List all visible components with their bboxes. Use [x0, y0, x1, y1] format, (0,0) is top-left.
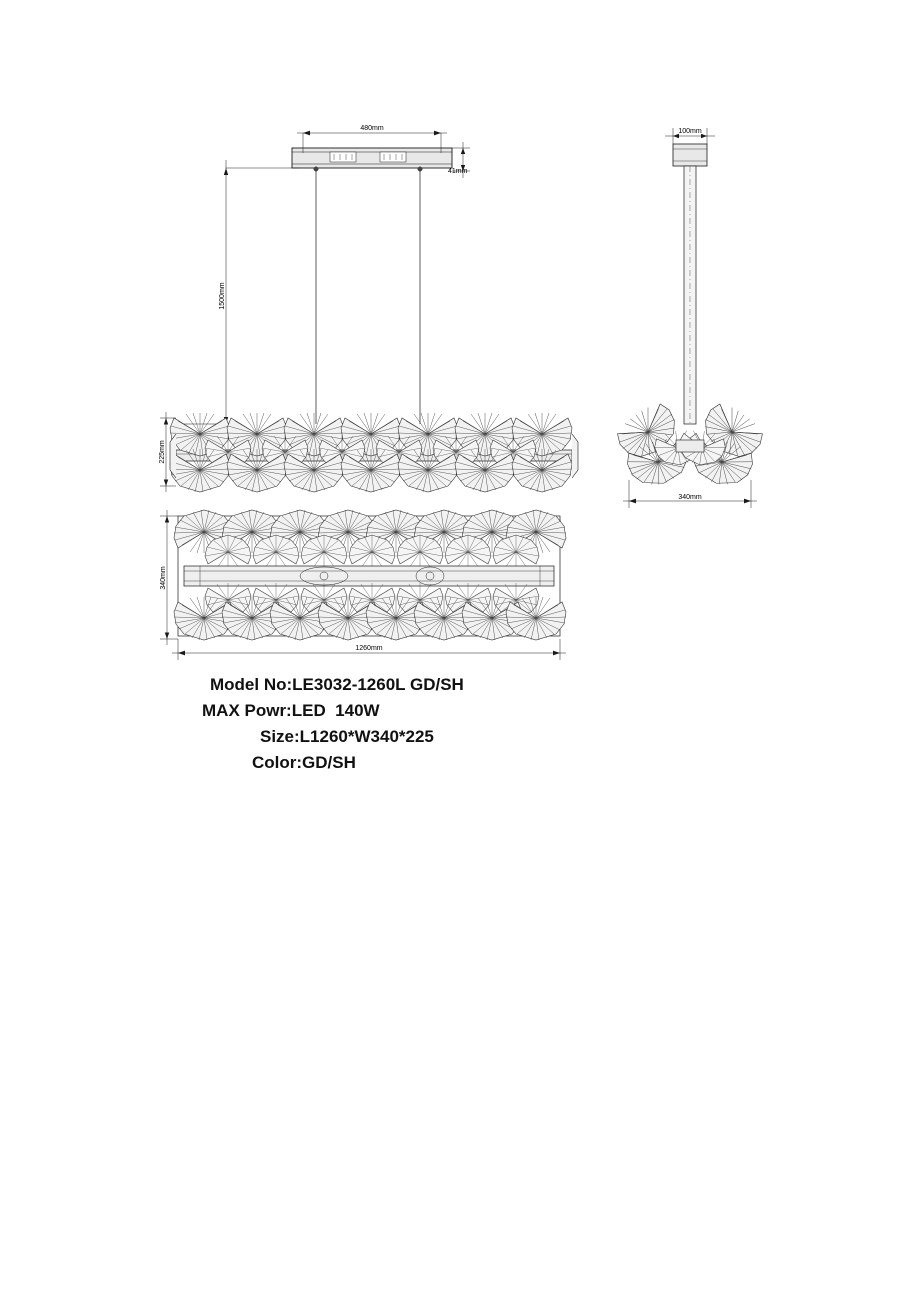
plan-view — [174, 510, 566, 640]
dim-label-drop-height: 1500mm — [219, 282, 226, 310]
dim-label-plan-depth: 340mm — [160, 566, 167, 590]
dim-label-side-canopy-width: 100mm — [678, 128, 702, 135]
side-view — [611, 144, 768, 491]
dim-label-canopy-width: 480mm — [360, 125, 384, 132]
front-canopy — [292, 148, 452, 171]
dim-drop-height — [176, 160, 300, 432]
front-suspension-wires — [316, 171, 420, 424]
dim-label-body-height: 225mm — [159, 440, 166, 464]
dim-label-canopy-height: 41mm — [448, 168, 468, 175]
specification-block — [150, 672, 620, 776]
spec-model: Model No:LE3032-1260L GD/SH — [210, 675, 464, 694]
front-lamp-body — [170, 413, 578, 492]
spec-color: Color:GD/SH — [252, 753, 356, 772]
dim-label-plan-length: 1260mm — [355, 645, 383, 652]
spec-power: MAX Powr:LED 140W — [202, 701, 380, 720]
spec-size: Size:L1260*W340*225 — [260, 727, 434, 746]
dim-label-side-body-width: 340mm — [678, 494, 702, 501]
